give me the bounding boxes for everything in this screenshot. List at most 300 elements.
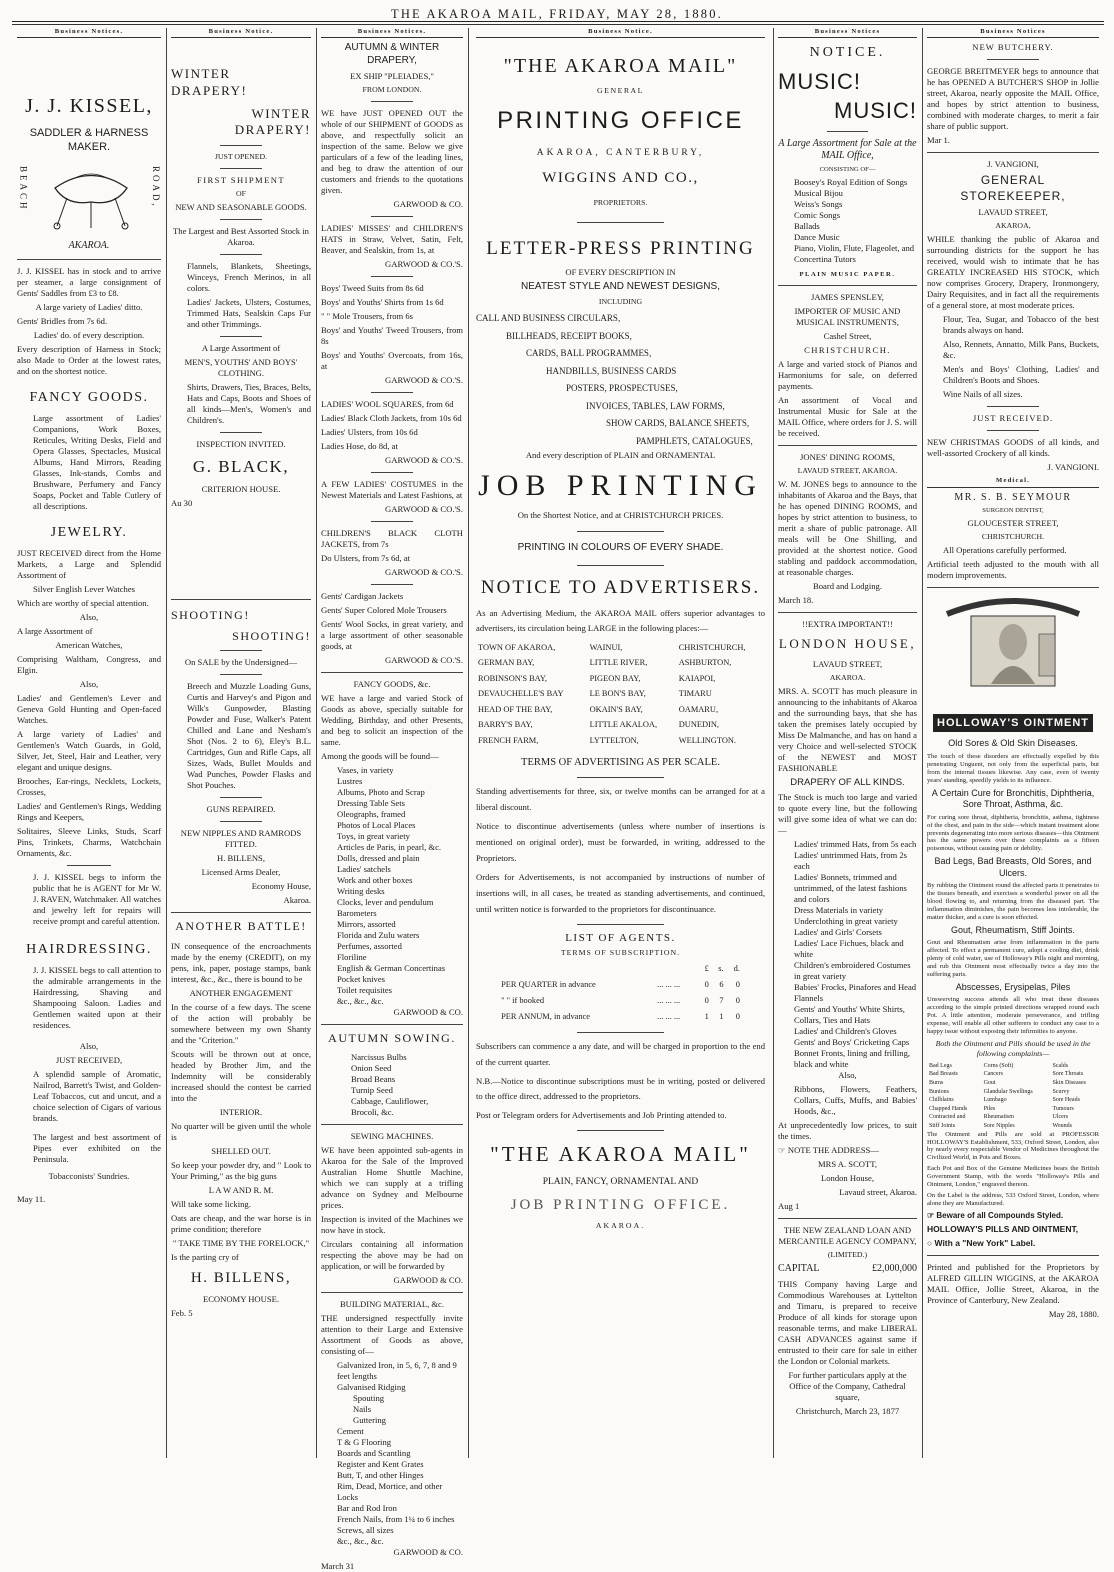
list-item: Toilet requisites xyxy=(337,985,393,995)
column-header: Business Notices. xyxy=(321,28,463,38)
extra-important: !!EXTRA IMPORTANT!! xyxy=(802,619,893,630)
divider xyxy=(577,531,664,532)
medical-header: Medical. xyxy=(927,477,1099,487)
divider xyxy=(778,1218,917,1219)
no-quarter: No quarter will be given until the whole is xyxy=(171,1120,311,1142)
another-battle: ANOTHER BATTLE! xyxy=(175,919,307,934)
engagement: ANOTHER ENGAGEMENT xyxy=(189,987,293,998)
publication-date: May 28, 1880. xyxy=(1048,1308,1099,1319)
building-list xyxy=(321,1360,463,1547)
list-item: &c., &c., &c. xyxy=(337,1536,384,1547)
billens-large: H. BILLENS, xyxy=(190,1269,292,1286)
just-received: JUST RECEIVED. xyxy=(972,413,1054,424)
list-item: Ladies' satchels xyxy=(337,864,391,874)
building-text: THE undersigned respectfully invite attention to their Large and Extensive Assortment of Goods as above, consisting of— xyxy=(321,1313,463,1357)
new-seasonable: NEW AND SEASONABLE GOODS. xyxy=(175,201,307,212)
divider xyxy=(371,521,414,522)
clothing: Men's and Boys' Clothing, Ladies' and Children's Boots and Shoes. xyxy=(943,364,1099,386)
list-item: Vases, in variety xyxy=(337,765,394,775)
large-assortment: A Large Assortment of xyxy=(201,342,281,353)
list-item: Galvanised Ridging xyxy=(337,1382,406,1393)
list-item: Onion Seed xyxy=(351,1063,392,1074)
divider xyxy=(577,1130,664,1131)
music-2: MUSIC! xyxy=(834,97,917,123)
lavaud-addr: Lavaud street, Akaroa. xyxy=(839,1186,917,1197)
new-york-label: ○ With a "New York" Label. xyxy=(927,1237,1036,1248)
list-item: Pocket knives xyxy=(337,974,385,984)
saddle-notice-2: A large variety of Ladies' ditto. xyxy=(35,301,143,312)
side-label-left: BEACH xyxy=(18,166,29,212)
shelled-out: SHELLED OUT. xyxy=(211,1145,271,1156)
akaroa: AKAROA, xyxy=(995,221,1031,231)
do-ulsters: Do Ulsters, from 7s 6d, at xyxy=(321,553,411,563)
list-item: Dressing Table Sets xyxy=(337,798,405,808)
christmas: NEW CHRISTMAS GOODS of all kinds, and well-assorted Crockery of all kinds. xyxy=(927,437,1099,459)
colours: PRINTING IN COLOURS OF EVERY SHADE. xyxy=(517,541,724,553)
list-item: Bonnet Fronts, lining and frilling, black and white xyxy=(794,1047,911,1069)
date-label: Aug 1 xyxy=(778,1200,800,1211)
column-header: Business Notice. xyxy=(476,28,765,38)
jewelry-line: Which are worthy of special attention. xyxy=(17,597,149,608)
teeth: Artificial teeth adjusted to the mouth with all modern improvements. xyxy=(927,559,1099,581)
fancy-goods-title: FANCY GOODS. xyxy=(29,389,149,405)
list-item: French Nails, from 1¼ to 6 inches xyxy=(337,1514,455,1525)
cashel: Cashel Street, xyxy=(823,331,872,342)
guns-text: Breech and Muzzle Loading Guns, Curtis and Harvey's and Pigon and Wilk's Gunpowder, Blasting Powder and Fuse, Walker's Patent Chilled and Lane and Nesham's Shot (Nos. 2 to 6), Eley's B.L. Cartridges, Gun and Rifle Caps, all Sizes, Wads, Bullet Moulds and Wad Punches, Powder Flasks and Shot Pouches. xyxy=(187,681,311,791)
winter-drapery-2: WINTER DRAPERY! xyxy=(234,105,311,138)
autumn-sowing: AUTUMN SOWING. xyxy=(328,1031,456,1045)
licensed: Licensed Arms Dealer, xyxy=(201,867,281,878)
list-item: Nails xyxy=(353,1404,372,1415)
list-item: Lustres xyxy=(337,776,363,786)
divider xyxy=(171,599,311,600)
shooting-1: SHOOTING! xyxy=(171,607,250,622)
divider xyxy=(171,912,311,913)
list-item: Guttering xyxy=(353,1415,386,1426)
sundries-text: Tobacconists' Sundries. xyxy=(48,1170,130,1181)
jewelry-line: Solitaires, Sleeve Links, Studs, Scarf Pins, Trinkets, Charms, Watchchain Ornaments, &c. xyxy=(17,825,161,858)
list-item: Perfumes, assorted xyxy=(337,941,402,951)
while-text: WHILE thanking the public of Akaroa and surrounding districts for the support he has received, would wish to intimate that he has GREATLY INCREASED HIS STOCK, which now comprises Grocery, Drapery, Ironmongery, Dairy Requisites, and in fact all the requirements of a general store, at most moderate prices. xyxy=(927,234,1099,311)
list-item: Underclothing in great variety xyxy=(794,915,898,926)
list-item: Ladies' and Girls' Corsets xyxy=(794,926,882,937)
plain-fancy: PLAIN, FANCY, ORNAMENTAL AND xyxy=(542,1177,699,1188)
forelock: " TAKE TIME BY THE FORELOCK," xyxy=(172,1237,310,1248)
column-header: Business Notices. xyxy=(17,28,161,38)
table-row: TOWN OF AKAROA, WAINUI, CHRISTCHURCH, xyxy=(478,642,746,652)
interior: INTERIOR. xyxy=(219,1106,263,1117)
capital-row xyxy=(778,1263,917,1276)
akaroa: Akaroa. xyxy=(283,895,311,906)
jewelry-line: American Watches, xyxy=(55,639,123,650)
mens-clothing: MEN'S, YOUTHS' AND BOYS' CLOTHING. xyxy=(184,356,298,378)
cardigan: Gents' Cardigan Jackets xyxy=(321,591,404,601)
certain-cure-text: For curing sore throat, diphtheria, bronchitis, asthma, tightness of the chest, and pain in the side—which instant treatment alone prevents degenerating into more serious diseases—this Ointment has the same powers over these complaints as a fifteen poisonous, without causing pain or debility. xyxy=(927,813,1099,853)
pointing-hand-icon: ☞ xyxy=(778,1144,788,1155)
boys-tweed: Boys' Tweed Suits from 8s 6d xyxy=(321,283,424,293)
table-row: " " if booked ... ... ... 0 7 0 xyxy=(501,996,740,1006)
divider xyxy=(220,674,262,675)
ulsters-text: Ladies' Jackets, Ulsters, Costumes, Trimmed Hats, Sealskin Caps Fur and other Trimmings. xyxy=(187,296,311,329)
abscesses-text: Unswerving success attends all who treat these diseases according to the simple printed directions wrapped round each Pot. A little attention, moderate perseverance, and trifling expense, will enable all other sufferers to conduct any case to a happy issue without exposing their infirmities to anyone. xyxy=(927,996,1099,1036)
list-item: Butt, T, and other Hinges xyxy=(337,1470,424,1481)
costumes: A FEW LADIES' COSTUMES in the Newest Materials and Latest Fashions, at xyxy=(321,479,463,500)
jewelry-line: JUST RECEIVED direct from the Home Markets, a Large and Splendid Assortment of xyxy=(17,547,161,580)
limited: (LIMITED.) xyxy=(827,1249,868,1259)
list-item: Ladies' trimmed Hats, from 5s each xyxy=(794,838,917,849)
sewing-circulars: Circulars containing all information respecting the above may be had on application, or will be forwarded by xyxy=(321,1239,463,1272)
mole-trousers: " " Mole Trousers, from 6s xyxy=(321,311,414,321)
consisting: CONSISTING OF— xyxy=(819,166,876,174)
list-item: Ladies' Bonnets, trimmed and untrimmed, of the latest fashions and colors xyxy=(794,871,907,904)
list-item: Narcissus Bulbs xyxy=(351,1052,407,1063)
saddle-illustration-block xyxy=(17,158,161,236)
bad-legs-heading: Bad Legs, Bad Breasts, Old Sores, and Ulcers. xyxy=(934,856,1092,878)
gout-heading: Gout, Rheumatism, Stiff Joints. xyxy=(951,924,1075,935)
saddle-notice-5: Every description of Harness in Stock; also Made to Order at the lowest rates, and on the shortest notice. xyxy=(17,343,161,376)
shirts-text: Shirts, Drawers, Ties, Braces, Belts, Hats and Caps, Boots and Shoes of all kinds—Men's, Women's and Children's. xyxy=(187,381,311,425)
plain-music-paper: PLAIN MUSIC PAPER. xyxy=(799,271,896,279)
garwood-sig: GARWOOD & CO. xyxy=(393,1275,463,1286)
masthead: THE AKAROA MAIL, FRIDAY, MAY 28, 1880. xyxy=(390,7,723,21)
divider xyxy=(220,797,262,798)
ladies-hose: Ladies Hose, do 8d, at xyxy=(321,441,398,451)
list-item: Writing desks xyxy=(337,886,385,896)
date-label: Au 30 xyxy=(171,497,193,508)
column-1 xyxy=(12,28,166,1460)
date-label: Feb. 5 xyxy=(171,1307,193,1318)
london-house: LONDON HOUSE, xyxy=(778,636,917,652)
imprint: Printed and published for the Proprietors by ALFRED GILLIN WIGGINS, at the AKAROA MAIL Office, Jollie Street, Akaroa, in the Province of Canterbury, New Zealand. xyxy=(927,1261,1099,1305)
masthead-rule-thin xyxy=(12,24,1104,25)
list-item: Babies' Frocks, Pinafores and Head Flannels xyxy=(794,981,917,1003)
divider xyxy=(220,168,262,169)
sale-label: On SALE by the Undersigned— xyxy=(184,657,298,668)
notice-title: NOTICE. xyxy=(809,45,886,61)
list-item: Boards and Scantling xyxy=(337,1448,411,1459)
powder-dry: So keep your powder dry, and " Look to Your Priming," as the big guns xyxy=(171,1159,311,1181)
overcoats: Boys' and Youths' Overcoats, from 16s, at xyxy=(321,350,463,371)
rennets: Also, Rennets, Annatto, Milk Pans, Buckets, &c. xyxy=(943,339,1099,361)
law-rm: L A W AND R. M. xyxy=(208,1184,274,1195)
list-item: POSTERS, PROSPECTUSES, xyxy=(566,383,678,394)
table-row: Burns Gout Skin Diseases xyxy=(929,1080,1086,1087)
hairdressing-title: HAIRDRESSING. xyxy=(26,941,152,957)
guns-repaired: GUNS REPAIRED. xyxy=(206,804,276,815)
childrens-black: CHILDREN'S BLACK CLOTH JACKETS, from 7s xyxy=(321,528,463,549)
winter-drapery-1: WINTER DRAPERY! xyxy=(171,66,248,99)
lavaud: LAVAUD STREET, AKAROA. xyxy=(797,466,898,476)
divider xyxy=(987,430,1039,431)
divider xyxy=(987,406,1039,407)
pointing-hand-icon: ☞ xyxy=(927,1210,937,1220)
fancy-goods-text: WE have a large and varied Stock of Goods as above, specially suitable for Wedding, Birthday, and other Presents, and beg to solicit an inspection of the same. xyxy=(321,693,463,747)
list-item: Gents' and Boys' Cricketing Caps xyxy=(794,1036,910,1047)
mole-super: Gents' Super Colored Mole Trousers xyxy=(321,605,447,615)
list-item: Musical Bijou xyxy=(794,188,843,199)
jewelry-line: A large Assortment of xyxy=(17,625,93,636)
chch-date: Christchurch, March 23, 1877 xyxy=(795,1405,900,1416)
divider xyxy=(321,672,463,673)
list-item: Albums, Photo and Scrap xyxy=(337,787,425,797)
wool-squares: LADIES' WOOL SQUARES, from 6d xyxy=(321,399,454,409)
scott-list xyxy=(778,839,917,1070)
g-black: G. BLACK, xyxy=(192,456,290,476)
list-item: Galvanized Iron, in 5, 6, 7, 8 and 9 feet lengths xyxy=(337,1360,457,1382)
further-particulars: For further particulars apply at the Office of the Company, Cathedral square, xyxy=(788,1369,907,1402)
list-item: Barometers xyxy=(337,908,377,918)
list-item: CARDS, BALL PROGRAMMES, xyxy=(526,348,652,359)
divider xyxy=(17,259,161,260)
complaints-table xyxy=(927,1062,1099,1131)
date-label: March 18. xyxy=(778,595,814,606)
column-2 xyxy=(166,28,316,1460)
scouts-text: Scouts will be thrown out at once, headed by Brother Jim, and the Indemnity will be considerably increased should the contest be carried into the xyxy=(171,1048,311,1103)
scott-text: MRS. A. SCOTT has much pleasure in announcing to the inhabitants of Akaroa and the surrounding bays, that she has taken the premises lately occupied by Miss De Malmanche, and has on hand a very Choice and well-selected STOCK of the NEWEST and MOST FASHIONABLE xyxy=(778,685,917,773)
wool-socks: Gents' Wool Socks, in great variety, and a large assortment of other seasonable goods, at xyxy=(321,619,463,651)
orders-ads: Orders for Advertisements, is not accompanied by instructions of number of insertions will, in all cases, be treated as standing advertisements, and continued, until written notice is forwarded to the proprietors for discontinuance. xyxy=(476,871,765,914)
capital-value: £2,000,000 xyxy=(872,1262,917,1274)
tobacco-text: A splendid sample of Aromatic, Nailrod, Barrett's Twist, and Golden-Leaf Tobaccos, cut and uncut, and a choice selection of Cigars of various brands. xyxy=(33,1068,161,1123)
vangioni-sig: J. VANGIONI. xyxy=(1047,462,1099,473)
date-label: Mar 1. xyxy=(927,135,950,146)
label-text: On the Label is the address, 533 Oxford Street, London, where alone they are Manufactured. xyxy=(927,1191,1099,1207)
stock-text: The Stock is much too large and varied to quote every line, but the following will give some idea of what we can do:— xyxy=(778,791,917,835)
boys-trousers: Boys' and Youths' Tweed Trousers, from 8s xyxy=(321,325,463,346)
just-received: JUST RECEIVED, xyxy=(55,1054,123,1065)
christchurch: CHRISTCHURCH. xyxy=(804,345,891,356)
list-item: Cabbage, Cauliflower, xyxy=(351,1096,429,1107)
list-item: Ladies' and Children's Gloves xyxy=(794,1025,897,1036)
side-label-right: ROAD, xyxy=(151,166,161,209)
christchurch: CHRISTCHURCH. xyxy=(981,532,1045,542)
list-item: Gents' and Youths' White Shirts, Collars, Ties and Hats xyxy=(794,1003,905,1025)
list-item: INVOICES, TABLES, LAW FORMS, xyxy=(586,400,725,411)
nb-notice: N.B.—Notice to discontinue subscriptions must be in writing, posted or delivered to the office direct, addressed to the proprietors. xyxy=(476,1075,765,1102)
garwood-sig: GARWOOD & CO. xyxy=(393,199,463,209)
masthead-rule xyxy=(12,21,1104,22)
divider xyxy=(220,821,262,822)
spensley: JAMES SPENSLEY, xyxy=(811,292,884,303)
divider xyxy=(371,276,414,277)
list-item: Cement xyxy=(337,1426,364,1437)
circle-icon: ○ xyxy=(927,1237,935,1248)
table-row: BARRY'S BAY, LITTLE AKALOA, DUNEDIN, xyxy=(478,720,719,730)
mrs-scott: MRS A. SCOTT, xyxy=(817,1158,878,1169)
divider xyxy=(827,131,869,132)
subscribers: Subscribers can commence a any date, and will be charged in proportion to the end of the current quarter. xyxy=(476,1040,765,1067)
column-3 xyxy=(316,28,468,1572)
shooting-2: SHOOTING! xyxy=(232,628,311,643)
list-item: Toys, in great variety xyxy=(337,831,410,841)
list-item: T & G Flooring xyxy=(337,1437,392,1448)
list-item: Ladies' untrimmed Hats, from 2s each xyxy=(794,849,908,871)
building-material: BUILDING MATERIAL, &c. xyxy=(339,1299,445,1310)
gloucester: GLOUCESTER STREET, xyxy=(967,518,1059,529)
list-item: CALL AND BUSINESS CIRCULARS, xyxy=(476,313,621,324)
saddle-illustration-icon xyxy=(45,158,137,232)
terms-scale: TERMS OF ADVERTISING AS PER SCALE. xyxy=(521,756,720,768)
list-agents: LIST OF AGENTS. xyxy=(565,931,676,944)
just-opened: JUST OPENED. xyxy=(214,151,268,161)
list-item: Articles de Paris, in pearl, &c. xyxy=(337,842,442,852)
list-item: Broad Beans xyxy=(351,1074,396,1085)
holloway-engraving-icon xyxy=(927,594,1099,712)
divider xyxy=(371,584,414,585)
divider xyxy=(577,924,664,925)
london-house-addr: London House, xyxy=(821,1172,874,1183)
sold-text: The Ointment and Pills are sold at PROFESSOR HOLLOWAY'S Establishment, 533, Oxford Street, London, also by nearly every respectable Vendor of Medicines throughout the Civilized World, in Pots and Boxes. xyxy=(927,1130,1099,1162)
saddle-notice: J. J. KISSEL has in stock and to arrive per steamer, a large consignment of Gents' Saddles from £3 to £8. xyxy=(17,265,161,298)
of-label: OF xyxy=(236,188,246,198)
date-label: March 31 xyxy=(321,1561,355,1572)
divider xyxy=(220,650,262,651)
divider xyxy=(67,865,110,866)
lavaud: LAVAUD STREET, xyxy=(978,207,1048,218)
among: Among the goods will be found— xyxy=(321,751,439,761)
jones-title: JONES' DINING ROOMS, xyxy=(800,452,895,463)
list-item: Ladies' Lace Fichues, black and white xyxy=(794,937,904,959)
fancy-goods-text: Large assortment of Ladies' Companions, Work Boxes, Reticules, Writing Desks, Field and Opera Glasses, Spectacles, Musical Albums, Hand Mirrors, Reading Glasses, Ink-stands, Combs and Brushware, Perfumery and Fancy Soaps, Pocket and Table Cutlery of all descriptions. xyxy=(33,412,161,511)
printing-office: PRINTING OFFICE xyxy=(497,107,744,134)
list-item: Piano, Violin, Flute, Flageolet, and Concertina Tutors xyxy=(794,243,915,265)
divider xyxy=(371,216,414,217)
post-notice: Post or Telegram orders for Advertisements and Job Printing attended to. xyxy=(476,1110,727,1121)
table-row: DEVAUCHELLE'S BAY LE BON'S BAY, TIMARU xyxy=(478,689,712,699)
certain-cure-heading: A Certain Cure for Bronchitis, Diphtheria, Sore Throat, Asthma, &c. xyxy=(931,787,1095,810)
column-header: Business Notices xyxy=(927,28,1099,38)
list-item: Comic Songs xyxy=(794,210,841,221)
new-butchery: NEW BUTCHERY. xyxy=(972,42,1054,53)
boys-shirts: Boys' and Youths' Shirts from 1s 6d xyxy=(321,297,444,307)
divider xyxy=(577,777,664,778)
table-row: FRENCH FARM, LYTTELTON, WELLINGTON. xyxy=(478,735,737,745)
agent-notice: J. J. KISSEL begs to inform the public that he is AGENT for Mr W. J. RAVEN, Watchmaker. All watches and jewelry left for repairs will receive prompt and careful attention. xyxy=(33,871,161,926)
also-label: Also, xyxy=(838,1069,857,1080)
divider xyxy=(220,145,262,146)
garwood-sig: GARWOOD & CO.'S. xyxy=(385,567,463,577)
economy-house: ECONOMY HOUSE. xyxy=(202,1293,280,1304)
criterion-house: CRITERION HOUSE. xyxy=(201,483,281,494)
table-row: Chapped Hands Piles Tumours xyxy=(929,1105,1074,1112)
sewing-text: WE have been appointed sub-agents in Akaroa for the Sale of the Improved Australian Home Shuttle Machine, which we can supply at a trifling advance on Sydney and Melbourne prices. xyxy=(321,1145,463,1211)
table-row: Bad Legs Corns (Soft) Scalds xyxy=(929,1062,1069,1069)
list-item: Children's embroidered Costumes in great variety xyxy=(794,959,911,981)
parting-cry: Is the parting cry of xyxy=(171,1251,239,1262)
table-row: GERMAN BAY, LITTLE RIVER, ASHBURTON, xyxy=(478,658,732,668)
divider xyxy=(778,445,917,446)
letterpress: LETTER-PRESS PRINTING xyxy=(486,238,755,260)
table-row: Stiff Joints Sore Nipples Wounds xyxy=(929,1123,1072,1130)
table-row: £ s. d. xyxy=(704,963,740,973)
list-item: PAMPHLETS, CATALOGUES, xyxy=(636,435,753,446)
standing-ads: Standing advertisements for three, six, or twelve months can be arranged for at a liberal discount. xyxy=(476,786,765,813)
wiggins: WIGGINS AND CO., xyxy=(542,169,699,186)
drapery: DRAPERY OF ALL KINDS. xyxy=(790,776,905,788)
pianos: A large and varied stock of Pianos and Harmoniums for sale, on deferred payments. xyxy=(778,359,917,392)
divider xyxy=(220,336,262,337)
abscesses-heading: Abscesses, Erysipelas, Piles xyxy=(955,981,1071,992)
seeds-list xyxy=(321,1052,463,1118)
garwood-sig: GARWOOD & CO. xyxy=(393,1547,463,1558)
table-row: Bunions Glandular Swellings Scurvy xyxy=(929,1088,1070,1095)
date-label: May 11. xyxy=(17,1193,46,1204)
general-label: GENERAL xyxy=(597,86,644,96)
also-label: Also, xyxy=(79,1040,99,1051)
list-item: &c., &c., &c. xyxy=(337,996,384,1006)
ladies-ulsters: Ladies' Ulsters, from 10s 6d xyxy=(321,427,418,437)
butchery-text: GEORGE BREITMEYER begs to announce that he has OPENED A BUTCHER'S SHOP in Jollie street, Akaroa, nearly opposite the MAIL Office, and hopes by strict attention to business, combined with moderate charges, to merit a fair share of public support. xyxy=(927,66,1099,132)
saddle-notice-4: Ladies' do. of every description. xyxy=(33,329,145,340)
autumn-winter: AUTUMN & WINTER DRAPERY, xyxy=(344,42,440,67)
pipes-text: The largest and best assortment of Pipes ever exhibited on the Peninsula. xyxy=(33,1131,161,1164)
lavaud-street: LAVAUD STREET, xyxy=(812,658,883,669)
jewelry-line: Also, xyxy=(79,611,99,622)
unprecedented: At unprecedentedly low prices, to suit the times. xyxy=(778,1119,917,1141)
jewelry-line: Silver English Lever Watches xyxy=(33,583,136,594)
jewelry-line: Brooches, Ear-rings, Necklets, Lockets, Crosses, xyxy=(17,775,161,797)
divider xyxy=(927,587,1099,588)
list-item: BILLHEADS, RECEIPT BOOKS, xyxy=(506,330,632,341)
old-sores-text: The touch of these disorders are effectually expelled by this penetrating Unguent, not only from the superficial parts, but from the internal tissues likewise. Any case, even of twenty years' standing, speedily yields to its influence. xyxy=(927,753,1099,784)
column-4 xyxy=(468,28,773,1460)
music-assortment: A Large Assortment for Sale at the MAIL Office, xyxy=(778,137,917,162)
list-item: Turnip Seed xyxy=(351,1085,393,1096)
battle-text: IN consequence of the encroachments made by the enemy (CREDIT), on my pens, ink, paper, postage stamps, bank interest, &c., &c., there is bound to be xyxy=(171,940,311,984)
flour: Flour, Tea, Sugar, and Tobacco of the best brands always on hand. xyxy=(943,314,1099,336)
hairdressing-text: J. J. KISSEL begs to call attention to the admirable arrangements in the Hairdressing, Shaving and Shampooing Saloon. Ladies and Gentlemen waited upon at their residences. xyxy=(33,964,161,1030)
divider xyxy=(577,222,664,223)
list-item: Work and other boxes xyxy=(337,875,413,885)
including: INCLUDING xyxy=(598,297,643,307)
divider xyxy=(321,1024,463,1025)
list-item: SHOW CARDS, BALANCE SHEETS, xyxy=(606,418,750,429)
opened-text: WE have JUST OPENED OUT the whole of our SHIPMENT of GOODS as above, and respectfully solicit an inspection of the same. Below we give particulars of a few of the leading lines, and beg to draw the attention of our customers and friends to the quotations given. xyxy=(321,108,463,195)
largest-stock: The Largest and Best Assorted Stock in Akaroa. xyxy=(173,225,309,247)
both-pills: Both the Ointment and Pills should be used in the following complaints— xyxy=(935,1038,1091,1058)
divider xyxy=(927,152,1099,153)
jewelry-title: JEWELRY. xyxy=(50,524,128,540)
jewelry-line: Ladies' and Gentlemen's Rings, Wedding Rings and Keepers, xyxy=(17,800,161,822)
list-item: Rim, Dead, Mortice, and other Locks xyxy=(337,1481,443,1503)
list-item: Spouting xyxy=(353,1393,385,1404)
vocal: An assortment of Vocal and Instrumental Music for Sale at the MAIL Office, where orders for J. S. will be received. xyxy=(778,395,917,439)
akaroa-footer: AKAROA. xyxy=(595,1221,646,1231)
operations: All Operations carefully performed. xyxy=(943,545,1067,556)
importer: IMPORTER OF MUSIC AND MUSICAL INSTRUMENTS, xyxy=(794,306,901,328)
black-cloth: Ladies' Black Cloth Jackets, from 10s 6d xyxy=(321,413,462,423)
jewelry-line: Comprising Waltham, Congress, and Elgin. xyxy=(17,653,161,675)
fancy-goods-heading: FANCY GOODS, &c. xyxy=(353,679,431,689)
old-sores-heading: Old Sores & Old Skin Diseases. xyxy=(948,738,1078,749)
column-5 xyxy=(773,28,922,1460)
divider xyxy=(927,1255,1099,1256)
garwood-sig: GARWOOD & CO. xyxy=(393,1007,463,1017)
plain-ornamental: And every description of PLAIN and ORNAMENTAL xyxy=(525,450,716,461)
list-item: Florida and Zulu waters xyxy=(337,930,420,940)
each-pot: Each Pot and Box of the Genuine Medicines bears the British Government Stamp, with the words "Holloway's Pills and Ointment, London," engraved thereon. xyxy=(927,1165,1099,1189)
list-item: Dress Materials in variety xyxy=(794,904,884,915)
garwood-sig: GARWOOD & CO.'S. xyxy=(385,259,463,269)
wine-nails: Wine Nails of all sizes. xyxy=(943,389,1023,400)
list-item: Mirrors, assorted xyxy=(337,919,396,929)
printing-list xyxy=(476,310,765,450)
nz-loan: THE NEW ZEALAND LOAN AND MERCANTILE AGENCY COMPANY, xyxy=(778,1224,917,1246)
divider xyxy=(778,285,917,286)
list-item: Boosey's Royal Edition of Songs xyxy=(794,177,908,188)
table-row: PER QUARTER in advance ... ... ... 0 6 0 xyxy=(501,979,740,989)
list-item: Oleographs, framed xyxy=(337,809,406,819)
